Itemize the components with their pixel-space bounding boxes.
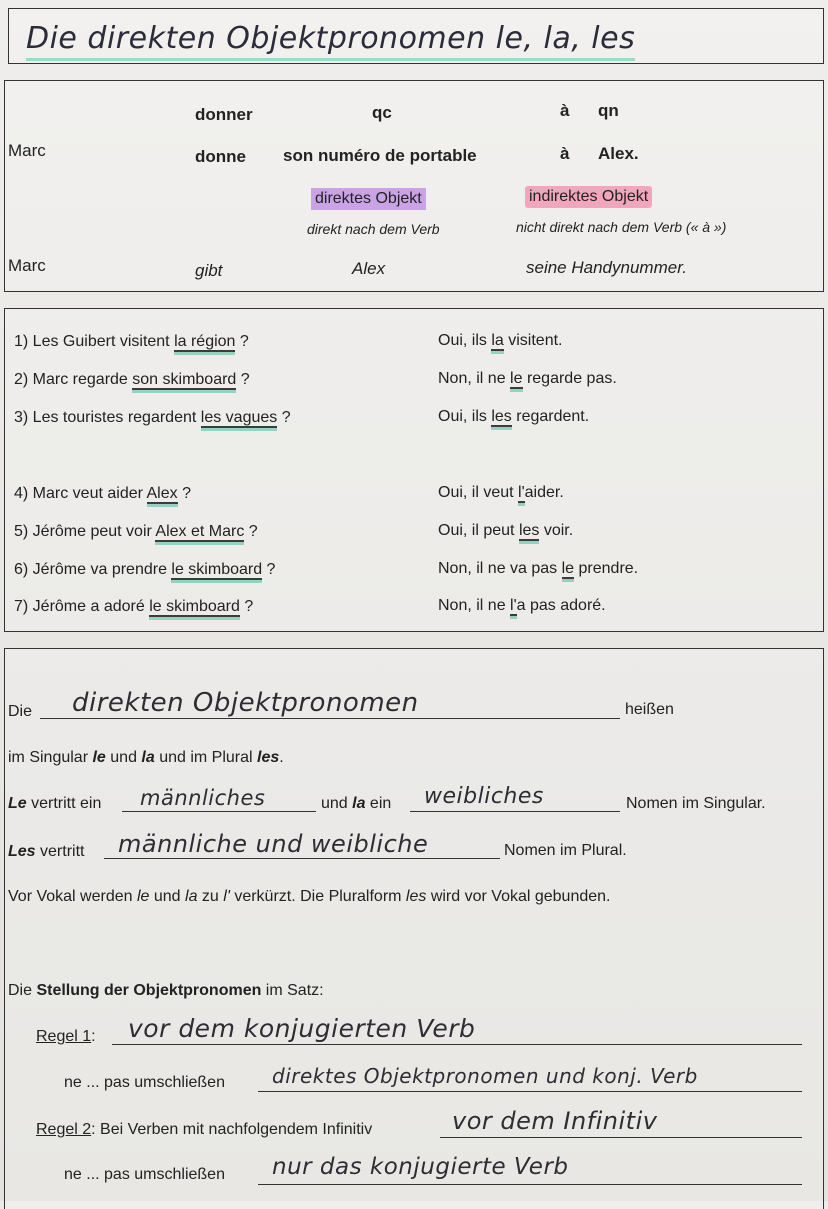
example-answer: Oui, il peut les voir. [438,522,574,539]
verb-infinitive: donner [195,105,253,124]
handwritten-answer-2: männliches [140,786,266,810]
handwritten-answer-4: männliche und weibliche [118,830,429,858]
pronoun-underlined: le [510,370,523,387]
direct-object-underlined: Alex [146,485,178,502]
direct-object-underlined: le skimboard [171,561,263,578]
pronoun-underlined: l' [510,597,517,614]
direct-object-de: seine Handynummer. [526,258,687,277]
blank-line-8 [258,1184,802,1185]
direct-object-underlined: Alex et Marc [155,523,245,540]
rule-nomen-plural: Nomen im Plural. [504,842,627,859]
handwritten-answer-3: weibliches [424,784,544,809]
verb-de: gibt [195,261,223,280]
example-question: 6) Jérôme va prendre le skimboard ? [14,561,276,578]
verb-conjugated: donne [195,147,246,166]
prep-a-1: à [560,101,570,120]
indirect-object-fr: Alex. [598,144,639,163]
rule-die: Die [8,703,33,720]
handwritten-answer-6: direktes Objektpronomen und konj. Verb [272,1064,698,1088]
ind-placeholder: qn [598,101,619,120]
blank-line-6 [258,1091,802,1092]
rule-le-vertritt: Le vertritt ein [8,795,102,812]
example-answer: Non, il ne va pas le prendre. [438,560,639,577]
example-answer: Oui, il veut l'aider. [438,484,564,501]
example-question: 4) Marc veut aider Alex ? [14,485,191,502]
handwritten-answer-7: vor dem Infinitiv [452,1107,658,1135]
examples-box [4,308,824,632]
nepas-1-label: ne ... pas umschließen [64,1074,225,1091]
direct-object-underlined: la région [174,333,236,350]
example-question: 5) Jérôme peut voir Alex et Marc ? [14,523,258,540]
page-title: Die direkten Objektpronomen le, la, les [26,20,635,61]
rule-heissen: heißen [625,701,674,718]
example-answer: Oui, ils la visitent. [438,332,563,349]
direct-object-underlined: les vagues [200,409,278,426]
handwritten-answer-8: nur das konjugierte Verb [272,1154,569,1180]
structure-box [4,80,824,292]
pronoun-underlined: la [491,332,504,349]
pronoun-underlined: les [491,408,512,425]
pronoun-underlined: le [561,560,575,577]
example-question: 2) Marc regarde son skimboard ? [14,371,250,388]
rule-les-vertritt: Les vertritt [8,843,85,860]
example-question: 3) Les touristes regardent les vagues ? [14,409,291,426]
obj-placeholder: qc [372,103,392,122]
direct-object-label: direktes Objekt [311,188,426,210]
blank-line-5 [112,1044,802,1045]
regel-2-label: Regel 2: Bei Verben mit nachfolgendem Infinitiv [36,1121,373,1138]
prep-a-2: à [560,144,570,163]
blank-line-2 [122,811,316,812]
nepas-2-label: ne ... pas umschließen [64,1166,225,1183]
direct-object-fr: son numéro de portable [283,146,477,165]
direct-object-underlined: le skimboard [149,598,240,615]
example-answer: Non, il ne le regarde pas. [438,370,617,387]
indirect-object-note: nicht direkt nach dem Verb (« à ») [516,219,727,235]
handwritten-answer-1: direkten Objektpronomen [72,688,419,718]
indirect-object-label: indirektes Objekt [525,186,652,208]
regel-1-label: Regel 1: [36,1028,96,1045]
rule-nomen-singular: Nomen im Singular. [626,795,766,812]
example-question: 1) Les Guibert visitent la région ? [14,333,249,350]
blank-line-3 [410,811,620,812]
example-answer: Oui, ils les regardent. [438,408,590,425]
pronoun-underlined: les [518,522,540,539]
rule-stellung-heading: Die Stellung der Objektpronomen im Satz: [8,982,324,999]
blank-line-4 [104,858,500,859]
indirect-object-de: Alex [352,259,386,278]
subject-de: Marc [8,256,46,275]
direct-object-note: direkt nach dem Verb [307,221,440,237]
pronoun-underlined: l' [518,484,525,501]
rule-vokal: Vor Vokal werden le und la zu l' verkürzt. Die Pluralform les wird vor Vokal gebunden. [8,888,611,905]
rule-la-ein: und la ein [321,795,392,812]
rule-singular-plural: im Singular le und la und im Plural les. [8,749,284,766]
blank-line-1 [40,718,620,719]
direct-object-underlined: son skimboard [132,371,237,388]
blank-line-7 [440,1137,802,1138]
handwritten-answer-5: vor dem konjugierten Verb [128,1014,476,1043]
example-answer: Non, il ne l'a pas adoré. [438,597,606,614]
example-question: 7) Jérôme a adoré le skimboard ? [14,598,254,615]
subject-fr: Marc [8,141,46,160]
